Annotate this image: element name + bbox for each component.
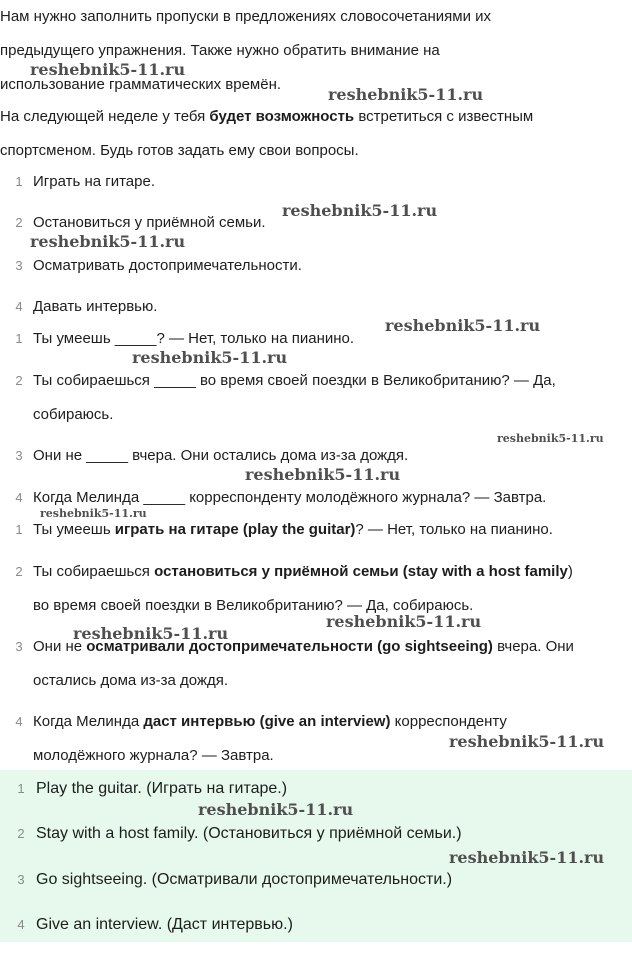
intro-paragraph-2-line-2: спортсменом. Будь готов задать ему свои вопросы. (0, 142, 359, 159)
watermark: reshebnik5-11.ru (449, 848, 605, 867)
watermark: reshebnik5-11.ru (132, 348, 288, 367)
watermark: reshebnik5-11.ru (497, 432, 604, 445)
watermark: reshebnik5-11.ru (73, 624, 229, 643)
watermark: reshebnik5-11.ru (385, 316, 541, 335)
watermark: reshebnik5-11.ru (282, 201, 438, 220)
intro-paragraph-2: На следующей неделе у тебя будет возможность встретиться с известным (0, 108, 534, 125)
watermark: reshebnik5-11.ru (30, 232, 186, 251)
watermark: reshebnik5-11.ru (326, 612, 482, 631)
watermark: reshebnik5-11.ru (198, 800, 354, 819)
watermark: reshebnik5-11.ru (245, 465, 401, 484)
watermark: reshebnik5-11.ru (40, 507, 147, 520)
watermark: reshebnik5-11.ru (449, 732, 605, 751)
intro-line-3: использование грамматических времён. (0, 76, 282, 93)
intro-line-2: предыдущего упражнения. Также нужно обратить внимание на (0, 42, 440, 59)
watermark: reshebnik5-11.ru (30, 60, 186, 79)
intro-line-1: Нам нужно заполнить пропуски в предложениях словосочетаниями их (0, 8, 492, 25)
watermark: reshebnik5-11.ru (328, 85, 484, 104)
